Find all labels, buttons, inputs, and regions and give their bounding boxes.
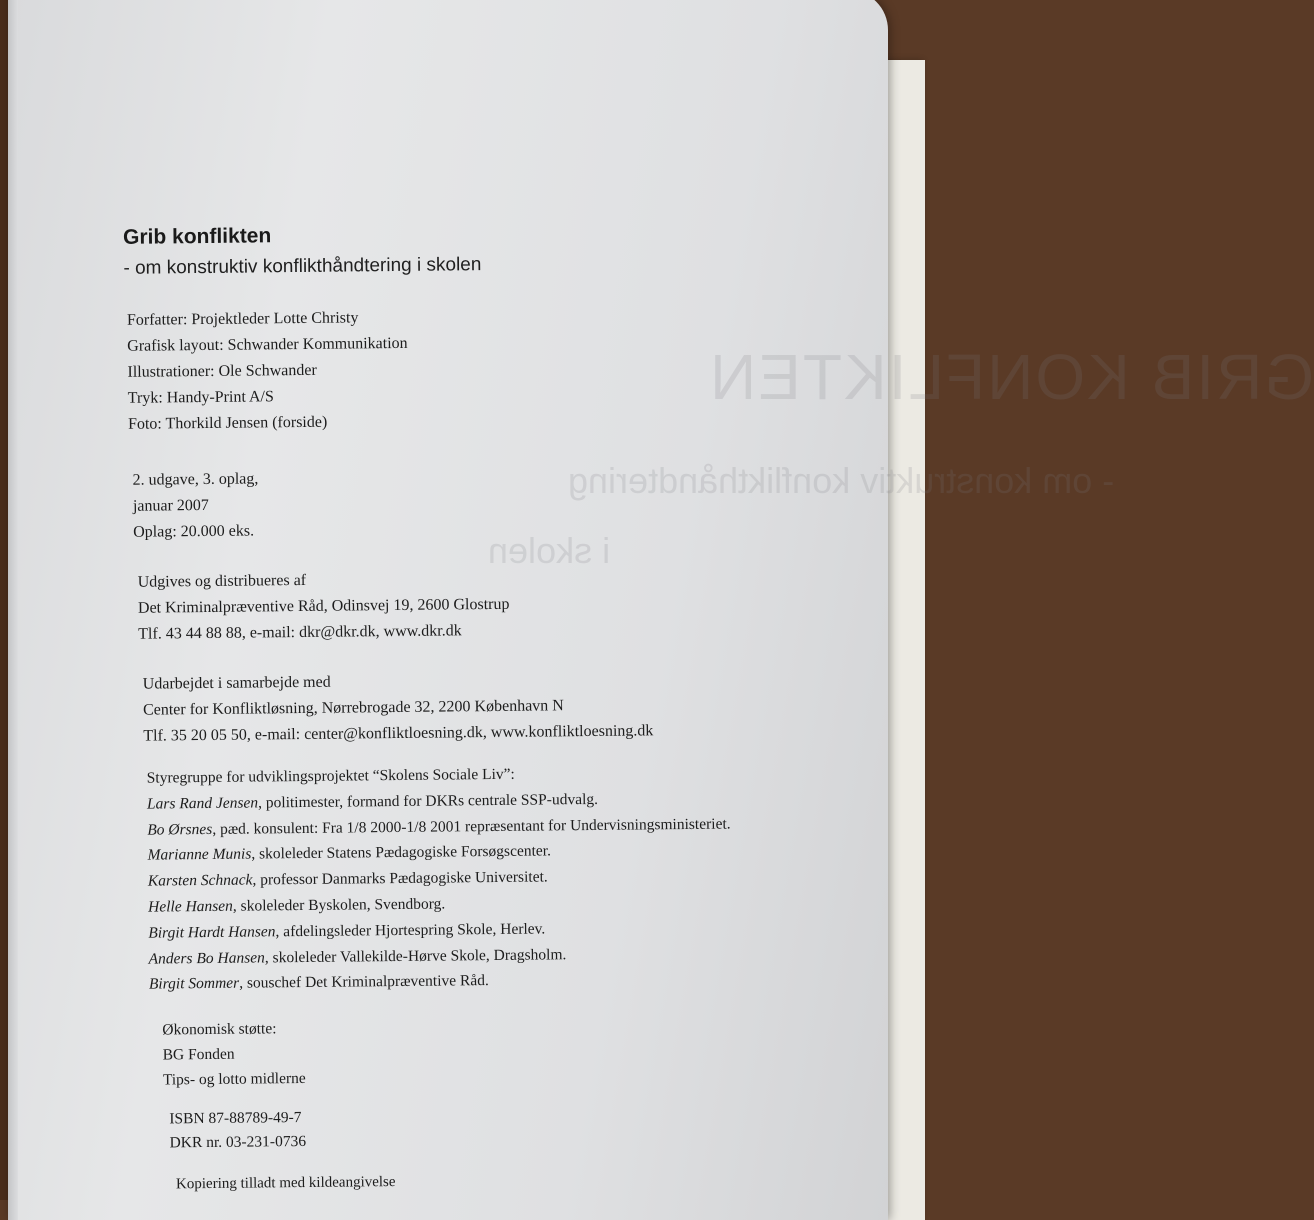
colophon bbox=[5, 0, 918, 1191]
book-subtitle: - om konstruktiv konflikthåndtering i skolen bbox=[123, 254, 482, 279]
member-name: Birgit Sommer bbox=[148, 975, 240, 993]
member-name: Lars Rand Jensen bbox=[146, 794, 259, 813]
edition-date: januar 2007 bbox=[132, 496, 209, 515]
collaboration-contact: Tlf. 35 20 05 50, e-mail: center@konfliktloesning.dk, www.konfliktloesning.dk bbox=[143, 722, 654, 745]
support-heading: Økonomisk støtte: bbox=[162, 1020, 277, 1039]
credits-block bbox=[127, 305, 409, 438]
bleed-through-subtitle-2: i skolen bbox=[488, 530, 611, 571]
isbn-number: ISBN 87-88789-49-7 bbox=[169, 1109, 302, 1128]
credit-photo: Foto: Thorkild Jensen (forside) bbox=[127, 413, 328, 433]
collaboration-heading: Udarbejdet i samarbejde med bbox=[142, 673, 331, 693]
member-name: Birgit Hardt Hansen bbox=[148, 923, 276, 942]
member-name: Marianne Munis bbox=[147, 845, 252, 865]
edition-line: 2. udgave, 3. oplag, bbox=[132, 470, 259, 489]
book-title: Grib konflikten bbox=[122, 224, 272, 249]
steering-member bbox=[149, 966, 733, 998]
member-name: Karsten Schnack bbox=[147, 871, 253, 890]
support-sponsor: BG Fonden bbox=[162, 1045, 235, 1064]
credit-author: Forfatter: Projektleder Lotte Christy bbox=[126, 309, 359, 329]
member-role: , politimester, formand for DKRs centrale SSP-udvalg. bbox=[257, 790, 599, 812]
copyright-note: Kopiering tilladt med kildeangivelse bbox=[175, 1174, 396, 1193]
bleed-through-title: GRIB KONFLIKTEN bbox=[708, 341, 1314, 413]
publisher-contact: Tlf. 43 44 88 88, e-mail: dkr@dkr.dk, www.dkr.dk bbox=[138, 622, 462, 643]
steering-heading: Styregruppe for udviklingsprojektet “Skolens Sociale Liv”: bbox=[146, 765, 515, 787]
member-role: , souschef Det Kriminalpræventive Råd. bbox=[239, 972, 489, 993]
member-name: Bo Ørsnes bbox=[147, 820, 213, 839]
financial-support-block bbox=[162, 1016, 306, 1092]
publisher-block bbox=[138, 566, 510, 648]
credit-layout: Grafisk layout: Schwander Kommunikation bbox=[127, 334, 408, 355]
member-name: Helle Hansen bbox=[148, 897, 233, 916]
support-sponsor: Tips- og lotto midlerne bbox=[162, 1069, 306, 1089]
publisher-address: Det Kriminalpræventive Råd, Odinsvej 19, 2600 Glostrup bbox=[137, 595, 510, 617]
edition-block bbox=[132, 466, 259, 545]
collaboration-address: Center for Konfliktløsning, Nørrebrogade 32, 2200 København N bbox=[142, 697, 564, 719]
member-role: , pæd. konsulent: Fra 1/8 2000-1/8 2001 repræsentant for Undervisningsministeriet. bbox=[212, 815, 731, 838]
member-role: , professor Danmarks Pædagogiske Universitet. bbox=[252, 868, 548, 889]
dkr-number: DKR nr. 03-231-0736 bbox=[169, 1132, 307, 1152]
member-role: , afdelingsleder Hjortespring Skole, Herlev. bbox=[275, 920, 546, 941]
credit-print: Tryk: Handy-Print A/S bbox=[127, 388, 274, 407]
member-role: , skoleleder Statens Pædagogiske Forsøgscenter. bbox=[251, 842, 552, 863]
publisher-heading: Udgives og distribueres af bbox=[137, 571, 307, 591]
bleed-through-subtitle: - om konstruktiv konflikthåndtering bbox=[568, 460, 1115, 501]
steering-group-block bbox=[147, 760, 733, 998]
member-name: Anders Bo Hansen bbox=[148, 948, 265, 968]
book-page bbox=[8, 0, 1314, 1220]
credit-illustrations: Illustrationer: Ole Schwander bbox=[127, 361, 317, 381]
isbn-block bbox=[169, 1106, 306, 1155]
print-run: Oplag: 20.000 eks. bbox=[133, 522, 255, 541]
member-role: , skoleleder Vallekilde-Hørve Skole, Dragsholm. bbox=[264, 945, 567, 966]
collaboration-block bbox=[143, 666, 654, 749]
member-role: , skoleleder Byskolen, Svendborg. bbox=[232, 895, 446, 915]
